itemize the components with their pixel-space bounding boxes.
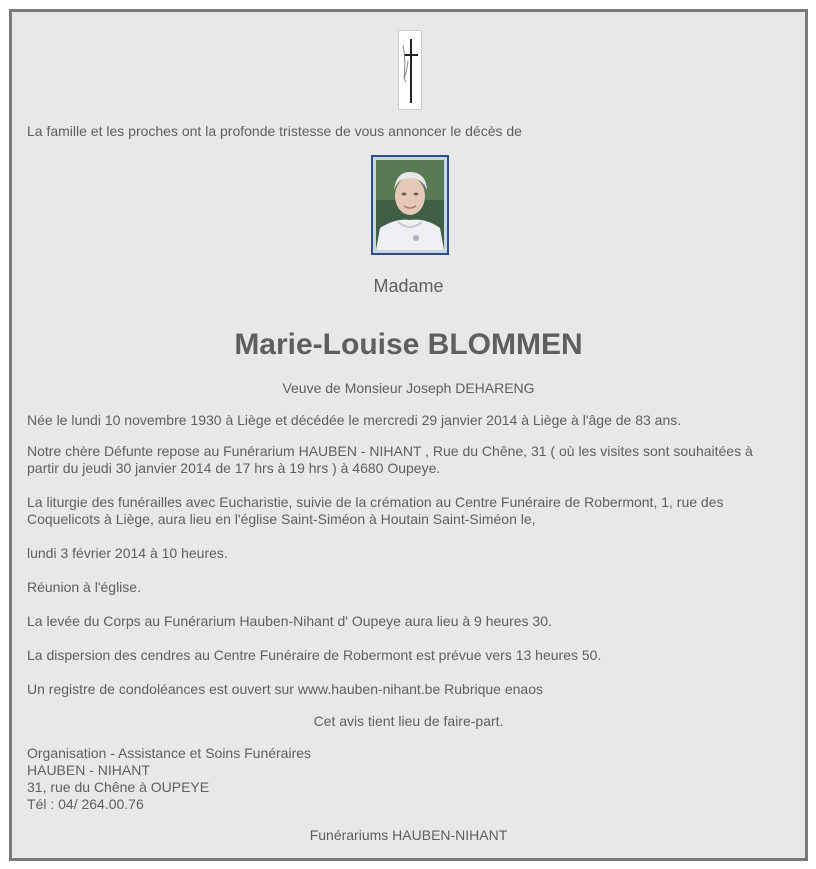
title-madame: Madame [373,276,444,296]
organisation-block [27,745,787,813]
intro-text: La famille et les proches ont la profonde tristesse de vous annoncer le décès de [27,123,522,139]
cross-icon [398,30,422,110]
organisation-address: 31, rue du Chêne à OUPEYE [27,779,210,795]
dispersion-paragraph: La dispersion des cendres au Centre Funéraire de Robermont est prévue vers 13 heures 50. [27,647,602,663]
rest-paragraph: Notre chère Défunte repose au Funérarium HAUBEN - NIHANT , Rue du Chêne, 31 ( où les visites sont souhaitées à partir du jeudi 30 janvier 2014 de 17 hrs à 19 hrs ) à 4680 Oupeye. [27,443,753,476]
organisation-company: HAUBEN - NIHANT [27,762,150,778]
notice-line: Cet avis tient lieu de faire-part. [313,713,504,729]
registry-paragraph: Un registre de condoléances est ouvert sur www.hauben-nihant.be Rubrique enaos [27,681,543,697]
ceremony-date: lundi 3 février 2014 à 10 heures. [27,545,228,561]
portrait-photo [371,155,449,255]
levee-paragraph: La levée du Corps au Funérarium Hauben-Nihant d' Oupeye aura lieu à 9 heures 30. [27,613,552,629]
organisation-phone: Tél : 04/ 264.00.76 [27,796,144,812]
footer-funerarium: Funérariums HAUBEN-NIHANT [309,827,508,843]
organisation-line: Organisation - Assistance et Soins Funéraires [27,745,312,761]
obituary-card [9,9,808,861]
deceased-name: Marie-Louise BLOMMEN [234,328,583,361]
liturgy-paragraph: La liturgie des funérailles avec Eucharistie, suivie de la crémation au Centre Funéraire de Robermont, 1, rue des Coquelicots à Liège, aura lieu en l'église Saint-Siméon à Houtain Saint-Siméon le, [27,494,724,527]
birth-paragraph: Née le lundi 10 novembre 1930 à Liège et décédée le mercredi 29 janvier 2014 à Liège à l'âge de 83 ans. [27,412,682,428]
meeting-paragraph: Réunion à l'église. [27,579,141,595]
widow-line: Veuve de Monsieur Joseph DEHARENG [282,380,535,396]
